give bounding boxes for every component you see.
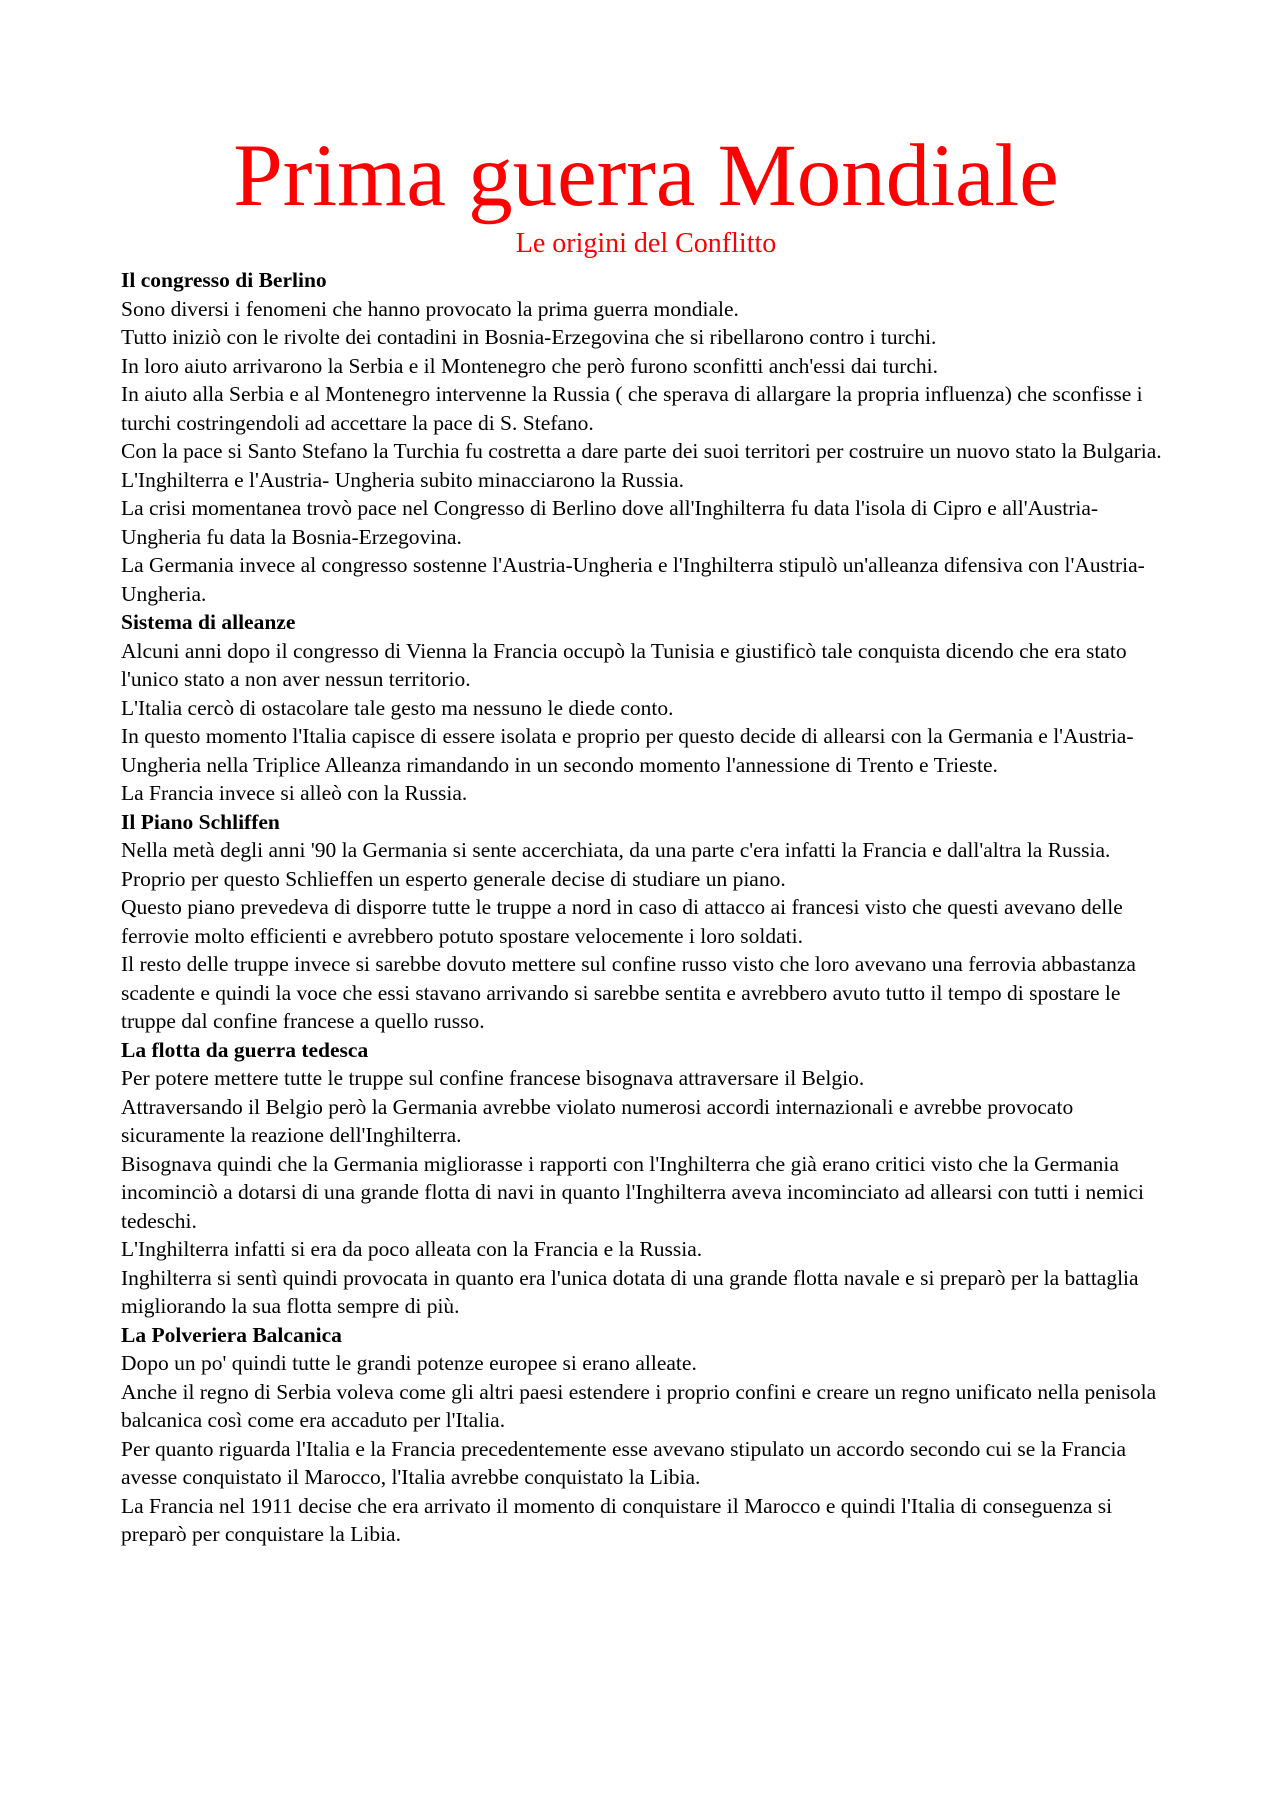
paragraph: L'Italia cercò di ostacolare tale gesto ma nessuno le diede conto. xyxy=(121,695,674,720)
paragraph: Inghilterra si sentì quindi provocata in quanto era l'unica dotata di una grande flotta navale e si preparò per la battaglia migliorando la sua flotta sempre di più. xyxy=(121,1265,1139,1318)
paragraph: La Francia nel 1911 decise che era arrivato il momento di conquistare il Marocco e quindi l'Italia di conseguenza si preparò per conquistare la Libia. xyxy=(121,1493,1113,1546)
paragraph: L'Inghilterra e l'Austria- Ungheria subito minacciarono la Russia. xyxy=(121,467,684,492)
section-piano-schliffen xyxy=(121,808,1171,1036)
section-polveriera-balcanica xyxy=(121,1321,1171,1549)
paragraph: L'Inghilterra infatti si era da poco alleata con la Francia e la Russia. xyxy=(121,1237,703,1261)
section-heading: Sistema di alleanze xyxy=(121,610,296,634)
paragraph: In aiuto alla Serbia e al Montenegro intervenne la Russia ( che sperava di allargare la propria influenza) che sconfisse i turchi costringendoli ad accettare la pace di S. Stefano. xyxy=(121,382,1143,435)
paragraph: Il resto delle truppe invece si sarebbe dovuto mettere sul confine russo visto che loro avevano una ferrovia abbastanza scadente e quindi la voce che essi stavano arrivando si sarebbe sentita e avrebbero avuto tutto il tempo di spostare le truppe dal confine francese a quello russo. xyxy=(121,952,1136,1033)
section-heading: Il congresso di Berlino xyxy=(121,268,327,292)
paragraph: Per potere mettere tutte le truppe sul confine francese bisognava attraversare il Belgio. xyxy=(121,1066,865,1090)
paragraph: Tutto iniziò con le rivolte dei contadini in Bosnia-Erzegovina che si ribellarono contro i turchi. xyxy=(121,325,937,349)
document-subtitle: Le origini del Conflitto xyxy=(515,228,777,259)
paragraph: In loro aiuto arrivarono la Serbia e il Montenegro che però furono sconfitti anch'essi dai turchi. xyxy=(121,353,939,378)
paragraph: Anche il regno di Serbia voleva come gli altri paesi estendere i proprio confini e creare un regno unificato nella penisola balcanica così come era accaduto per l'Italia. xyxy=(121,1379,1157,1432)
paragraph: La Germania invece al congresso sostenne l'Austria-Ungheria e l'Inghilterra stipulò un'alleanza difensiva con l'Austria-Ungheria. xyxy=(121,553,1145,606)
paragraph: Nella metà degli anni '90 la Germania si sente accerchiata, da una parte c'era infatti la Francia e dall'altra la Russia. xyxy=(121,838,1111,862)
document-title: Prima guerra Mondiale xyxy=(233,127,1059,225)
paragraph: Con la pace si Santo Stefano la Turchia fu costretta a dare parte dei suoi territori per costruire un nuovo stato la Bulgaria. xyxy=(121,439,1162,463)
document-page xyxy=(121,0,1171,1549)
paragraph: In questo momento l'Italia capisce di essere isolata e proprio per questo decide di allearsi con la Germania e l'Austria-Ungheria nella Triplice Alleanza rimandando in un secondo momento l'annessione di Trento e Trieste. xyxy=(121,724,1134,777)
paragraph: Per quanto riguarda l'Italia e la Francia precedentemente esse avevano stipulato un accordo secondo cui se la Francia avesse conquistato il Marocco, l'Italia avrebbe conquistato la Libia. xyxy=(121,1436,1126,1489)
section-heading: La Polveriera Balcanica xyxy=(121,1322,342,1347)
paragraph: Proprio per questo Schlieffen un esperto generale decise di studiare un piano. xyxy=(121,866,786,891)
paragraph: Sono diversi i fenomeni che hanno provocato la prima guerra mondiale. xyxy=(121,296,739,321)
section-heading: Il Piano Schliffen xyxy=(121,809,280,834)
paragraph: Dopo un po' quindi tutte le grandi potenze europee si erano alleate. xyxy=(121,1351,697,1375)
section-sistema-di-alleanze xyxy=(121,608,1171,808)
section-flotta-da-guerra-tedesca xyxy=(121,1036,1171,1321)
paragraph: Questo piano prevedeva di disporre tutte le truppe a nord in caso di attacco ai francesi visto che questi avevano delle ferrovie molto efficienti e avrebbero potuto spostare velocemente i loro soldati. xyxy=(121,895,1123,948)
document-body xyxy=(121,266,1171,1549)
paragraph: Attraversando il Belgio però la Germania avrebbe violato numerosi accordi internazionali e avrebbe provocato sicuramente la reazione dell'Inghilterra. xyxy=(121,1094,1074,1147)
section-congresso-di-berlino xyxy=(121,266,1171,608)
paragraph: La crisi momentanea trovò pace nel Congresso di Berlino dove all'Inghilterra fu data l'isola di Cipro e all'Austria- Ungheria fu data la Bosnia-Erzegovina. xyxy=(121,496,1099,549)
paragraph: La Francia invece si alleò con la Russia. xyxy=(121,781,468,805)
paragraph: Alcuni anni dopo il congresso di Vienna la Francia occupò la Tunisia e giustificò tale conquista dicendo che era stato l'unico stato a non aver nessun territorio. xyxy=(121,638,1127,691)
section-heading: La flotta da guerra tedesca xyxy=(121,1037,369,1062)
paragraph: Bisognava quindi che la Germania migliorasse i rapporti con l'Inghilterra che già erano critici visto che la Germania incominciò a dotarsi di una grande flotta di navi in quanto l'Inghilterra aveva incominciato ad allearsi con tutti i nemici tedeschi. xyxy=(121,1151,1145,1233)
